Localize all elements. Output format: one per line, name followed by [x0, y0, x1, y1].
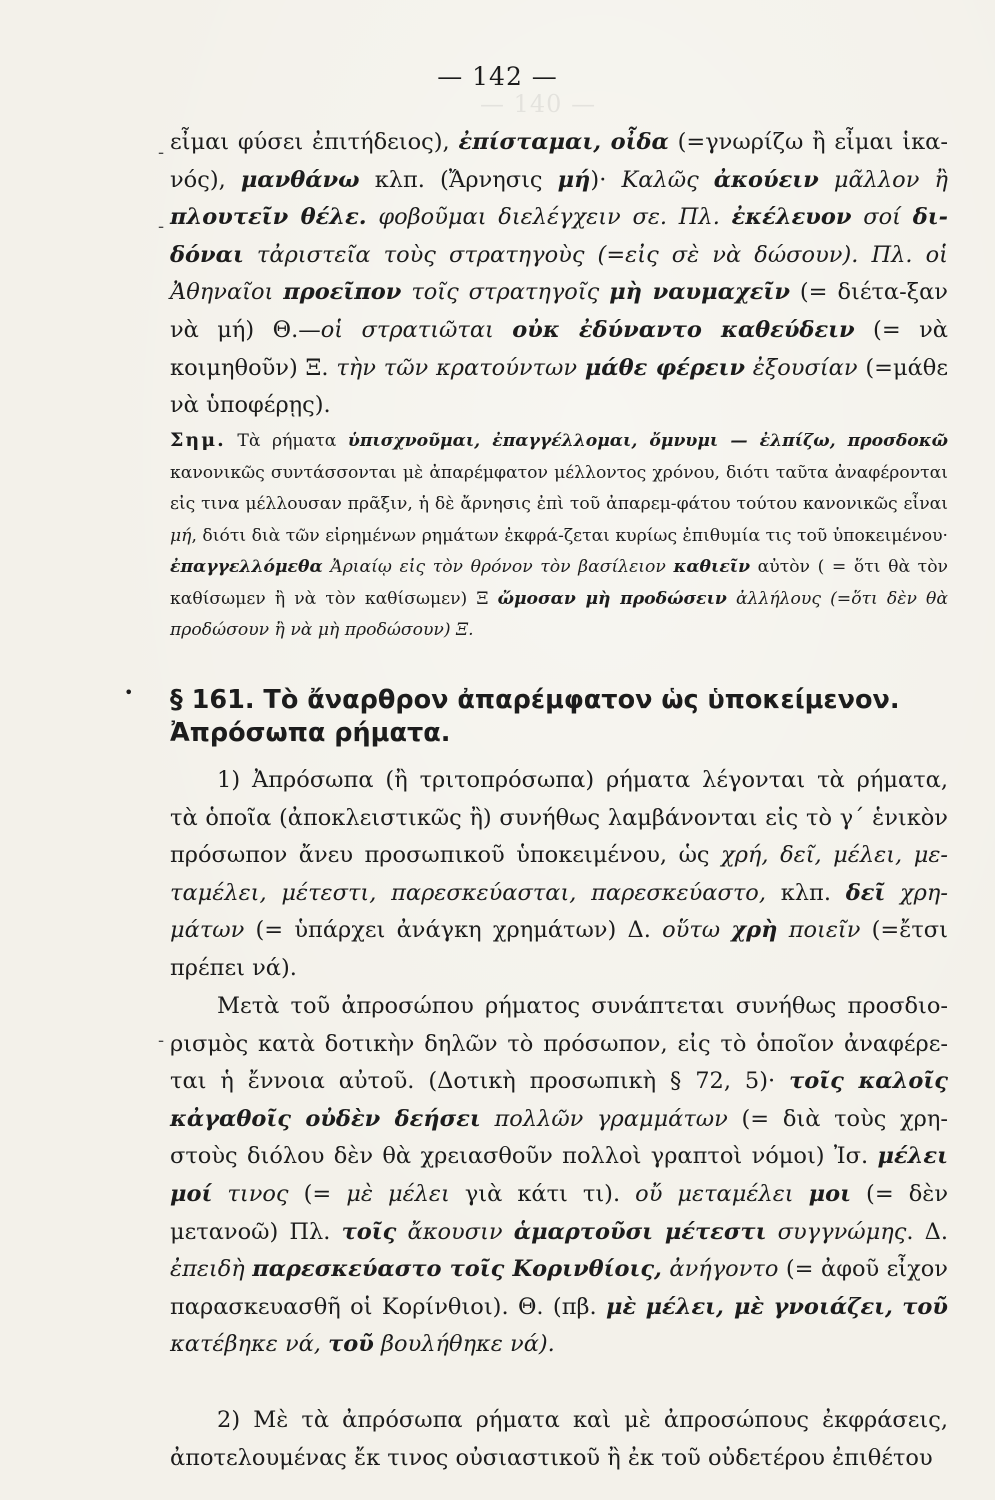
paragraph-text — [170, 124, 948, 425]
bold-term: μὴ ναυμαχεῖν — [609, 279, 790, 306]
text-run — [893, 1294, 902, 1320]
text-run: (= νὰ κοιμηθοῦν) Ξ. — [170, 316, 948, 381]
section-161-paragraph-2 — [170, 988, 948, 1364]
text-run: γιὰ κάτι τι). — [449, 1180, 636, 1207]
bold-term: οὐκ ἐδύναντο καθεύδειν — [512, 316, 855, 343]
text-run — [503, 1219, 514, 1245]
bold-term: μὲ — [733, 1293, 765, 1320]
example-text: ἀνήγοντο — [669, 1256, 779, 1283]
note-block — [170, 425, 948, 647]
text-run: (= διὰ τοὺς χρη-στοὺς διόλου δὲν θὰ χρειασθοῦν πολλοὶ γραπτοὶ νόμοι) Ἰσ. — [170, 1105, 948, 1170]
example-text: Ἀριαίῳ εἰς τὸν θρόνον τὸν βασίλειον — [322, 557, 674, 577]
text-run: Τὰ ρήματα — [225, 431, 348, 451]
example-text: τινος — [227, 1180, 289, 1207]
bold-term: δεῖ — [845, 879, 886, 906]
bold-term: μάθε φέρειν — [584, 354, 745, 381]
text-run: (=ἔτσι πρέπει νά). — [170, 917, 948, 981]
bold-term: ἐκέλευον — [731, 204, 852, 231]
bold-term: χρὴ — [731, 917, 778, 944]
bold-term: μανθάνω — [240, 166, 360, 193]
example-text: σοί — [851, 204, 913, 231]
text-run: (=μάθε νὰ ὑποφέρῃς). — [170, 354, 948, 419]
bold-term: μέλει μοί — [170, 1143, 948, 1207]
text-run: κλπ. — [766, 879, 846, 906]
example-text: μή — [170, 525, 192, 546]
example-text: τὴν τῶν κρατούντων — [336, 354, 585, 381]
section-161-paragraph-1 — [170, 762, 948, 988]
text-run: (=γνωρίζω ἢ εἶμαι ἱκα-νός), — [170, 129, 948, 193]
example-text: συγγνώμης — [777, 1218, 907, 1245]
text-run: , διότι διὰ τῶν εἰρημένων ρημάτων ἐκφρά-ζεται κυρίως ἐπιθυμία τις τοῦ ὑποκειμένου· — [191, 525, 948, 546]
bold-term: ὤμοσαν μὴ προδώσειν — [497, 588, 727, 609]
bold-term: πλουτεῖν θέλε. — [170, 204, 367, 231]
example-text: Καλῶς — [621, 166, 714, 193]
text-run — [885, 880, 900, 906]
text-run: Μετὰ τοῦ ἀπροσώπου ρήματος συνάπτεται συνήθως προσδιο-ρισμὸς κατὰ δοτικὴν δηλῶν τὸ πρόσωπον, εἰς τὸ ὁποῖον ἀναφέρε-ται ἡ ἔννοια αὐτοῦ. (Δοτικὴ προσωπικὴ § 72, 5)· — [170, 993, 948, 1095]
margin-bullet-mark: • — [124, 683, 134, 702]
margin-mark: - — [158, 1030, 165, 1051]
margin-mark: - — [158, 142, 165, 163]
text-run: (= — [288, 1180, 347, 1207]
bold-term: τοῖς καλοῖς κἀγαθοῖς οὐδὲν δεήσει — [170, 1068, 948, 1132]
text-run — [636, 1294, 645, 1320]
bold-term: τοῦ — [902, 1293, 949, 1320]
example-text: οἱ Ἀθηναῖοι — [170, 241, 948, 306]
margin-mark: - — [158, 216, 165, 237]
section-161-paragraph-3 — [170, 1402, 948, 1477]
example-text: χρη-μάτων — [170, 879, 948, 944]
bold-term: μή — [557, 166, 591, 193]
text-run — [766, 1219, 777, 1245]
text-run: 1) Ἀπρόσωπα (ἢ τριτοπρόσωπα) ρήματα λέγονται τὰ ρήματα, τὰ ὁποῖα (ἀποκλειστικῶς ἢ) συνήθως λαμβάνονται εἰς τὸ γ΄ ἑνικὸν πρόσωπον ἄνευ προσωπικοῦ ὑποκειμένου, ὡς — [170, 767, 948, 869]
note-label: Σημ. — [170, 429, 226, 451]
text-run: 2) Μὲ τὰ ἀπρόσωπα ρήματα καὶ μὲ ἀπροσώπους ἐκφράσεις, ἀποτελουμένας ἔκ τινος οὐσιαστικοῦ ἢ ἐκ τοῦ οὐδετέρου ἐπιθέτου — [170, 1407, 948, 1471]
example-text: φοβοῦμαι διελέγχειν σε. Πλ. — [366, 204, 732, 231]
text-run — [777, 917, 788, 943]
paragraph-continuation — [170, 124, 948, 425]
bold-term: ὑπισχνοῦμαι, ἐπαγγέλλομαι, ὄμνυμι — ἐλπίζω, προσδοκῶ — [347, 431, 948, 451]
bold-term: προεῖπον — [283, 279, 402, 306]
example-text: πολλῶν γραμμάτων — [494, 1105, 728, 1132]
bold-term: δι-δόναι — [170, 204, 948, 268]
bold-term: τοῖς — [341, 1218, 397, 1245]
example-text: οὔ μεταμέλει — [635, 1180, 809, 1207]
text-run: (= δὲν μετανοῶ) Πλ. — [170, 1180, 949, 1245]
section-heading: § 161. Τὸ ἄναρθρον ἀπαρέμφατον ὡς ὑποκείμενον. Ἀπρόσωπα ρήματα. — [170, 685, 900, 748]
text-run: )· — [590, 166, 622, 193]
text-run — [396, 1219, 407, 1245]
example-text: βουλήθηκε νά). — [381, 1331, 555, 1358]
example-text: μὲ μέλει — [346, 1180, 450, 1207]
text-run: (= ἀφοῦ εἶχον παρασκευασθῆ οἱ Κορίνθιοι). Θ. (πβ. — [170, 1256, 948, 1320]
example-text: κατέβηκε νά, — [170, 1331, 329, 1358]
bold-term: τοῦ — [328, 1331, 374, 1358]
bold-term: γνοιάζει, — [773, 1293, 893, 1320]
bold-term: ἀκούειν — [713, 166, 819, 193]
example-text: τοῖς στρατηγοῖς — [401, 279, 610, 306]
paragraph-text — [170, 988, 948, 1364]
text-run: κλπ. (Ἄρνησις — [359, 166, 558, 193]
text-run: . Δ. — [906, 1218, 949, 1245]
text-run: (= ὑπάρχει ἀνάγκη χρημάτων) Δ. — [244, 917, 663, 944]
bold-term: μοι — [808, 1180, 852, 1207]
example-text: οἱ στρατιῶται — [320, 316, 513, 343]
text-run — [374, 1331, 381, 1357]
note-text — [170, 425, 948, 647]
example-text: ἐξουσίαν — [744, 354, 858, 381]
example-text: μᾶλλον ἢ — [818, 166, 948, 193]
text-run — [212, 1181, 227, 1207]
example-text: οὕτω — [662, 917, 732, 944]
example-text: ἐπειδὴ — [170, 1256, 253, 1283]
bold-term: μέλει, — [645, 1293, 734, 1320]
bold-term: ἐπαγγελλόμεθα — [170, 557, 323, 577]
text-run: (= διέτα-ξαν νὰ μή) Θ.— — [170, 279, 948, 343]
bold-term: ἁμαρτοῦσι μέτεστι — [513, 1218, 767, 1245]
example-text: ἄκουσιν — [407, 1218, 503, 1245]
example-text: χρή, δεῖ, μέλει, με-ταμέλει, μέτεστι, παρεσκεύασται, παρεσκεύαστο, — [170, 842, 948, 906]
text-run — [481, 1106, 495, 1132]
page-number: — 142 — — [437, 62, 558, 91]
paragraph-text — [170, 762, 948, 988]
example-text: ποιεῖν — [788, 917, 861, 944]
text-run: κανονικῶς συντάσσονται μὲ ἀπαρέμφατον μέλλοντος χρόνου, διότι ταῦτα ἀναφέρονται εἰς τινα μέλλουσαν πρᾶξιν, ἡ δὲ ἄρνησις ἐπὶ τοῦ ἀπαρεμ-φάτου τούτου κανονικῶς εἶναι — [170, 462, 948, 514]
example-text: τἀριστεῖα τοὺς στρατηγοὺς (=εἰς σὲ νὰ δώσουν). Πλ. — [243, 241, 926, 268]
paragraph-text — [170, 1402, 948, 1477]
bold-term: ἐπίσταμαι, οἶδα — [458, 129, 669, 155]
bold-term: μὲ — [606, 1293, 637, 1320]
text-run: εἶμαι φύσει ἐπιτήδειος), — [170, 129, 459, 155]
bold-term: καθιεῖν — [673, 557, 751, 577]
example-text: ἀλλήλους (=ὅτι δὲν θὰ προδώσουν ἢ νὰ μὴ προδώσουν) Ξ. — [170, 588, 948, 640]
bleed-through-page-number: — 140 — — [480, 90, 597, 118]
text-run: αὐτὸν ( = ὅτι θὰ τὸν καθίσωμεν ἢ νὰ τὸν καθίσωμεν) Ξ — [170, 557, 948, 609]
section-161 — [170, 684, 948, 750]
bold-term: παρεσκεύαστο τοῖς Κορινθίοις, — [252, 1256, 662, 1283]
